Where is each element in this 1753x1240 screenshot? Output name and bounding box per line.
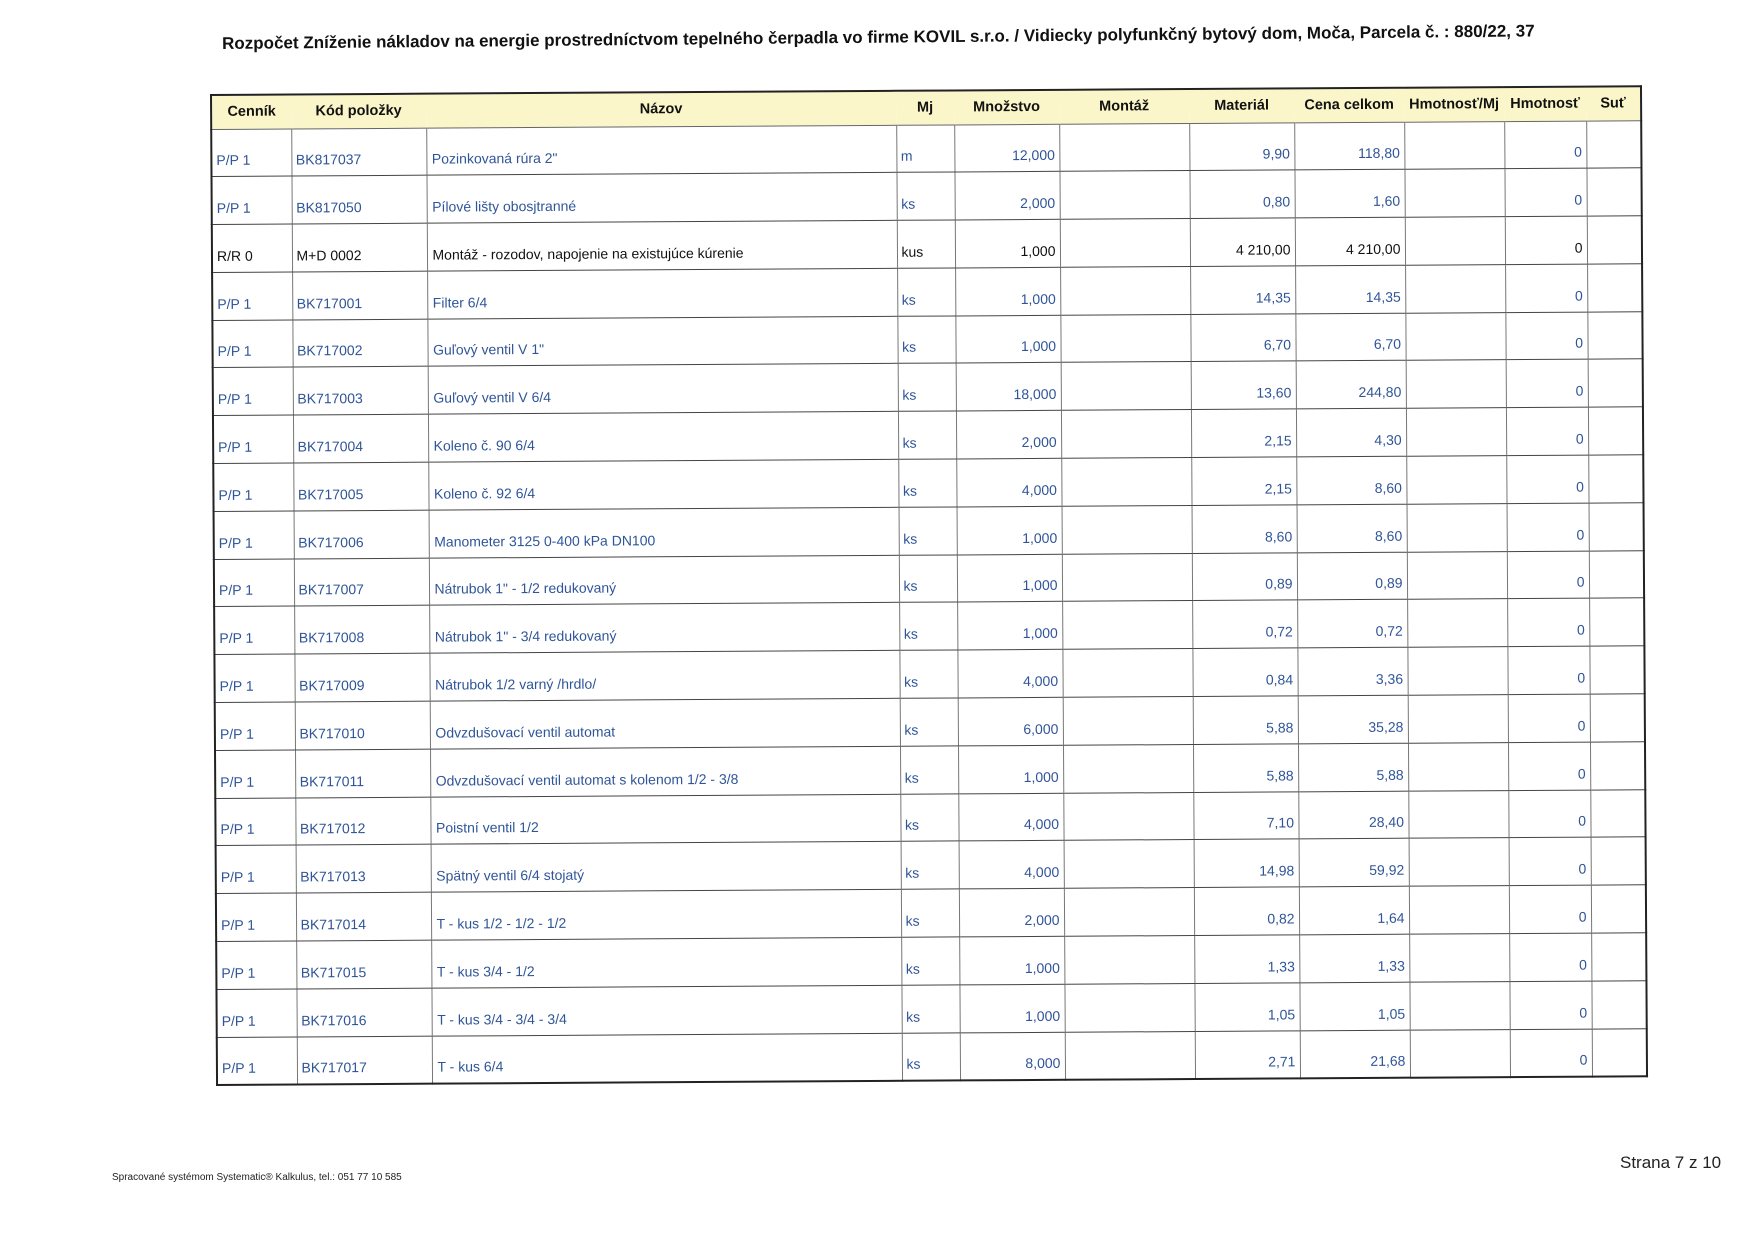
cell-cena-celkom: 8,60 [1297, 504, 1407, 552]
cell-mnozstvo: 2,000 [954, 172, 1059, 220]
cell-cena-celkom: 5,88 [1298, 743, 1408, 791]
cell-cena-celkom: 1,05 [1299, 982, 1409, 1030]
cell-mj: ks [899, 555, 957, 603]
table-row [213, 359, 1643, 416]
cell-nazov: T - kus 6/4 [432, 1033, 902, 1084]
cell-material: 4 210,00 [1190, 218, 1295, 266]
cell-material: 14,35 [1190, 266, 1295, 314]
cell-material: 2,15 [1191, 457, 1296, 505]
cell-hmotnost: 0 [1507, 599, 1589, 647]
cell-nazov: Nátrubok 1" - 3/4 redukovaný [429, 603, 899, 654]
cell-kod-polozky: BK717007 [294, 558, 429, 607]
cell-kod-polozky: BK817050 [292, 175, 427, 224]
cell-mj: ks [901, 841, 959, 889]
cell-hmotnost-mj [1406, 408, 1506, 456]
cell-nazov: T - kus 3/4 - 3/4 - 3/4 [431, 985, 901, 1036]
cell-kod-polozky: BK717001 [292, 271, 427, 320]
cell-nazov: Odvzdušovací ventil automat s kolenom 1/2 - 3/8 [430, 746, 900, 797]
cell-kod-polozky: BK717003 [293, 367, 428, 416]
cell-mnozstvo: 4,000 [957, 650, 1062, 698]
cell-cena-celkom: 0,72 [1297, 600, 1407, 648]
cell-sut [1589, 503, 1644, 551]
cell-sut [1590, 789, 1645, 837]
header-material: Materiál [1189, 88, 1294, 123]
cell-hmotnost-mj [1408, 790, 1508, 838]
cell-cennik: P/P 1 [214, 606, 294, 654]
cell-hmotnost-mj [1410, 1029, 1510, 1077]
table-row [216, 933, 1646, 990]
cell-kod-polozky: BK717004 [293, 414, 428, 463]
cell-material: 0,80 [1189, 170, 1294, 218]
cell-kod-polozky: BK717008 [294, 606, 429, 655]
header-hmotnost-mj: Hmotnosť/Mj [1404, 87, 1504, 122]
cell-cennik: P/P 1 [211, 129, 291, 177]
cell-montaz [1062, 649, 1192, 698]
cell-nazov: Guľový ventil V 6/4 [428, 364, 898, 415]
cell-montaz [1061, 362, 1191, 411]
cell-mj: ks [901, 937, 959, 985]
cell-mj: ks [901, 985, 959, 1033]
cell-sut [1587, 216, 1642, 264]
cell-mj: ks [898, 363, 956, 411]
cell-nazov: Koleno č. 92 6/4 [428, 459, 898, 510]
cell-sut [1589, 550, 1644, 598]
cell-montaz [1063, 792, 1193, 841]
cell-hmotnost-mj [1406, 456, 1506, 504]
cell-kod-polozky: BK717011 [295, 749, 430, 798]
document-title: Rozpočet Zníženie nákladov na energie prostredníctvom tepelného čerpadla vo firme KOVIL s.r.o. / Vidiecky polyfunkčný bytový dom, Moča, Parcela č. : 880/22, 37 [222, 21, 1535, 53]
table-row [213, 407, 1643, 464]
table-row [215, 694, 1645, 751]
cell-mnozstvo: 1,000 [959, 936, 1064, 984]
cell-sut [1589, 598, 1644, 646]
cell-mj: ks [899, 602, 957, 650]
cell-kod-polozky: BK717002 [292, 319, 427, 368]
cell-material: 0,82 [1194, 887, 1299, 935]
cell-mnozstvo: 4,000 [958, 793, 1063, 841]
cell-nazov: Manometer 3125 0-400 kPa DN100 [429, 507, 899, 558]
cell-mnozstvo: 1,000 [957, 506, 1062, 554]
cell-material: 14,98 [1194, 839, 1299, 887]
cell-hmotnost-mj [1409, 886, 1509, 934]
table-row [216, 837, 1646, 894]
cell-hmotnost-mj [1404, 169, 1504, 217]
cell-nazov: Odvzdušovací ventil automat [430, 698, 900, 749]
cell-montaz [1063, 697, 1193, 746]
cell-mj: ks [898, 411, 956, 459]
cell-cena-celkom: 28,40 [1298, 791, 1408, 839]
cell-material: 2,15 [1191, 409, 1296, 457]
cell-cena-celkom: 4,30 [1296, 408, 1406, 456]
header-cennik: Cenník [211, 95, 291, 129]
cell-hmotnost-mj [1409, 838, 1509, 886]
cell-mj: ks [898, 459, 956, 507]
header-mnozstvo: Množstvo [954, 90, 1059, 125]
cell-cennik: P/P 1 [213, 367, 293, 415]
cell-cennik: P/P 1 [216, 989, 296, 1037]
header-nazov: Názov [426, 91, 896, 128]
cell-hmotnost-mj [1409, 981, 1509, 1029]
cell-cennik: R/R 0 [212, 224, 292, 272]
cell-mj: ks [899, 650, 957, 698]
cell-sut [1591, 885, 1646, 933]
cell-sut [1589, 646, 1644, 694]
header-mj: Mj [896, 90, 954, 124]
cell-hmotnost-mj [1404, 121, 1504, 169]
cell-montaz [1059, 171, 1189, 220]
cell-sut [1586, 168, 1641, 216]
table-row [214, 598, 1644, 655]
cell-sut [1586, 120, 1641, 168]
cell-material: 5,88 [1193, 744, 1298, 792]
cell-sut [1591, 933, 1646, 981]
cell-cennik: P/P 1 [215, 750, 295, 798]
cell-montaz [1064, 936, 1194, 985]
cell-kod-polozky: BK717012 [295, 797, 430, 846]
cell-nazov: Pílové lišty obosjtranné [427, 173, 897, 224]
cell-cena-celkom: 118,80 [1294, 122, 1404, 170]
cell-kod-polozky: BK717013 [296, 845, 431, 894]
software-footer: Spracované systémom Systematic® Kalkulus, tel.: 051 77 10 585 [112, 1172, 402, 1183]
cell-mj: ks [900, 698, 958, 746]
cell-hmotnost: 0 [1507, 551, 1589, 599]
header-hmotnost: Hmotnosť [1504, 87, 1586, 122]
cell-sut [1588, 359, 1643, 407]
cell-hmotnost: 0 [1505, 312, 1587, 360]
cell-cennik: P/P 1 [214, 654, 294, 702]
cell-mj: ks [901, 889, 959, 937]
cell-sut [1588, 455, 1643, 503]
cell-cennik: P/P 1 [212, 176, 292, 224]
cell-mj: m [896, 124, 954, 172]
table-row [212, 264, 1642, 321]
cell-hmotnost-mj [1409, 934, 1509, 982]
cell-mj: ks [896, 172, 954, 220]
cell-mnozstvo: 1,000 [957, 554, 1062, 602]
cell-montaz [1063, 744, 1193, 793]
cell-hmotnost: 0 [1509, 838, 1591, 886]
cell-cena-celkom: 1,60 [1294, 170, 1404, 218]
cell-cennik: P/P 1 [214, 511, 294, 559]
table-row [215, 789, 1645, 846]
cell-montaz [1064, 840, 1194, 889]
cell-mj: ks [900, 794, 958, 842]
cell-mj: ks [897, 268, 955, 316]
cell-material: 7,10 [1193, 792, 1298, 840]
cell-cena-celkom: 1,64 [1299, 886, 1409, 934]
table-row [217, 1028, 1647, 1085]
cell-hmotnost: 0 [1508, 790, 1590, 838]
cell-material: 1,05 [1194, 983, 1299, 1031]
cell-cennik: P/P 1 [216, 941, 296, 989]
cell-cena-celkom: 0,89 [1297, 552, 1407, 600]
cell-hmotnost-mj [1408, 742, 1508, 790]
cell-cennik: P/P 1 [216, 845, 296, 893]
cell-mnozstvo: 8,000 [960, 1032, 1065, 1080]
cell-montaz [1062, 553, 1192, 602]
cell-hmotnost-mj [1407, 551, 1507, 599]
cell-material: 5,88 [1193, 696, 1298, 744]
cell-nazov: Filter 6/4 [427, 268, 897, 319]
cell-hmotnost: 0 [1504, 168, 1586, 216]
cell-kod-polozky: BK717009 [294, 653, 429, 702]
table-row [212, 216, 1642, 273]
table-row [216, 885, 1646, 942]
cell-sut [1587, 264, 1642, 312]
cell-montaz [1060, 266, 1190, 315]
cell-mnozstvo: 18,000 [956, 363, 1061, 411]
cell-mnozstvo: 1,000 [957, 602, 1062, 650]
cell-mj: ks [900, 746, 958, 794]
cell-mnozstvo: 1,000 [955, 219, 1060, 267]
cell-kod-polozky: BK717017 [297, 1036, 432, 1085]
cell-hmotnost-mj [1407, 503, 1507, 551]
cell-sut [1591, 981, 1646, 1029]
cell-kod-polozky: BK717014 [296, 892, 431, 941]
cell-cennik: P/P 1 [216, 893, 296, 941]
cell-hmotnost: 0 [1509, 981, 1591, 1029]
cell-montaz [1061, 410, 1191, 459]
cell-cena-celkom: 3,36 [1297, 647, 1407, 695]
cell-cena-celkom: 1,33 [1299, 934, 1409, 982]
cell-hmotnost: 0 [1507, 503, 1589, 551]
cell-nazov: Spätný ventil 6/4 stojatý [431, 842, 901, 893]
cell-hmotnost: 0 [1508, 694, 1590, 742]
cell-cennik: P/P 1 [212, 272, 292, 320]
cell-montaz [1065, 1031, 1195, 1080]
cell-sut [1590, 742, 1645, 790]
cell-material: 0,72 [1192, 600, 1297, 648]
cell-mnozstvo: 4,000 [959, 841, 1064, 889]
cell-montaz [1064, 888, 1194, 937]
cell-cennik: P/P 1 [217, 1037, 297, 1085]
cell-mnozstvo: 1,000 [958, 745, 1063, 793]
cell-kod-polozky: M+D 0002 [292, 223, 427, 272]
cell-cena-celkom: 59,92 [1299, 839, 1409, 887]
cell-hmotnost: 0 [1508, 742, 1590, 790]
table-row [213, 455, 1643, 512]
table-row [212, 311, 1642, 368]
table-row [216, 981, 1646, 1038]
budget-table [210, 85, 1648, 1086]
cell-mnozstvo: 1,000 [955, 267, 1060, 315]
cell-nazov: Koleno č. 90 6/4 [428, 412, 898, 463]
cell-sut [1592, 1028, 1647, 1076]
table-body [211, 120, 1647, 1085]
cell-mj: ks [899, 507, 957, 555]
cell-montaz [1064, 983, 1194, 1032]
cell-mnozstvo: 4,000 [956, 458, 1061, 506]
cell-sut [1587, 311, 1642, 359]
cell-cena-celkom: 21,68 [1300, 1030, 1410, 1078]
table-row [214, 646, 1644, 703]
cell-hmotnost: 0 [1509, 885, 1591, 933]
cell-hmotnost: 0 [1506, 455, 1588, 503]
cell-hmotnost-mj [1408, 695, 1508, 743]
cell-material: 0,84 [1192, 648, 1297, 696]
table-row [212, 168, 1642, 225]
cell-cennik: P/P 1 [214, 559, 294, 607]
cell-material: 9,90 [1189, 122, 1294, 170]
cell-nazov: Montáž - rozodov, napojenie na existujúce kúrenie [427, 220, 897, 271]
cell-material: 13,60 [1191, 361, 1296, 409]
table-row [214, 503, 1644, 560]
cell-cena-celkom: 14,35 [1295, 265, 1405, 313]
cell-material: 6,70 [1190, 314, 1295, 362]
cell-nazov: T - kus 1/2 - 1/2 - 1/2 [431, 890, 901, 941]
cell-hmotnost: 0 [1504, 121, 1586, 169]
cell-hmotnost-mj [1405, 264, 1505, 312]
cell-kod-polozky: BK817037 [291, 128, 426, 177]
cell-hmotnost-mj [1405, 312, 1505, 360]
header-cena-celkom: Cena celkom [1294, 88, 1404, 123]
cell-mj: ks [902, 1033, 960, 1081]
cell-cennik: P/P 1 [215, 798, 295, 846]
cell-material: 1,33 [1194, 935, 1299, 983]
cell-nazov: Guľový ventil V 1" [427, 316, 897, 367]
cell-hmotnost: 0 [1509, 933, 1591, 981]
cell-hmotnost-mj [1407, 599, 1507, 647]
cell-montaz [1061, 458, 1191, 507]
cell-cena-celkom: 244,80 [1296, 361, 1406, 409]
cell-kod-polozky: BK717005 [293, 462, 428, 511]
cell-cena-celkom: 6,70 [1295, 313, 1405, 361]
cell-mnozstvo: 2,000 [956, 411, 1061, 459]
cell-hmotnost-mj [1407, 647, 1507, 695]
cell-material: 2,71 [1195, 1031, 1300, 1079]
cell-hmotnost-mj [1405, 217, 1505, 265]
cell-sut [1591, 837, 1646, 885]
cell-kod-polozky: BK717010 [295, 701, 430, 750]
cell-montaz [1060, 314, 1190, 363]
cell-cennik: P/P 1 [213, 463, 293, 511]
cell-mnozstvo: 12,000 [954, 124, 1059, 172]
cell-mj: kus [897, 220, 955, 268]
cell-kod-polozky: BK717015 [296, 940, 431, 989]
table-row [211, 120, 1641, 177]
cell-mnozstvo: 1,000 [955, 315, 1060, 363]
table-row [214, 550, 1644, 607]
cell-montaz [1060, 219, 1190, 268]
cell-hmotnost: 0 [1505, 264, 1587, 312]
cell-sut [1588, 407, 1643, 455]
cell-montaz [1062, 505, 1192, 554]
header-kod-polozky: Kód položky [291, 94, 426, 129]
cell-cena-celkom: 4 210,00 [1295, 217, 1405, 265]
header-sut: Suť [1586, 86, 1641, 120]
cell-hmotnost-mj [1406, 360, 1506, 408]
cell-cena-celkom: 35,28 [1298, 695, 1408, 743]
cell-nazov: Nátrubok 1" - 1/2 redukovaný [429, 555, 899, 606]
cell-nazov: Poistní ventil 1/2 [430, 794, 900, 845]
cell-hmotnost: 0 [1507, 646, 1589, 694]
cell-mnozstvo: 2,000 [959, 889, 1064, 937]
cell-cennik: P/P 1 [213, 415, 293, 463]
cell-hmotnost: 0 [1505, 216, 1587, 264]
cell-kod-polozky: BK717016 [296, 988, 431, 1037]
header-montaz: Montáž [1059, 89, 1189, 124]
cell-montaz [1062, 601, 1192, 650]
table-row [215, 742, 1645, 799]
cell-montaz [1059, 123, 1189, 172]
cell-hmotnost: 0 [1506, 407, 1588, 455]
cell-nazov: Nátrubok 1/2 varný /hrdlo/ [429, 651, 899, 702]
cell-material: 0,89 [1192, 553, 1297, 601]
cell-mj: ks [897, 316, 955, 364]
cell-hmotnost: 0 [1510, 1029, 1592, 1077]
cell-nazov: Pozinkovaná rúra 2" [426, 125, 896, 176]
page-number: Strana 7 z 10 [1620, 1153, 1722, 1172]
cell-kod-polozky: BK717006 [294, 510, 429, 559]
cell-sut [1590, 694, 1645, 742]
cell-material: 8,60 [1192, 505, 1297, 553]
cell-mnozstvo: 6,000 [958, 697, 1063, 745]
cell-nazov: T - kus 3/4 - 1/2 [431, 937, 901, 988]
cell-cennik: P/P 1 [212, 320, 292, 368]
cell-hmotnost: 0 [1506, 360, 1588, 408]
cell-cennik: P/P 1 [215, 702, 295, 750]
cell-mnozstvo: 1,000 [959, 984, 1064, 1032]
cell-cena-celkom: 8,60 [1296, 456, 1406, 504]
